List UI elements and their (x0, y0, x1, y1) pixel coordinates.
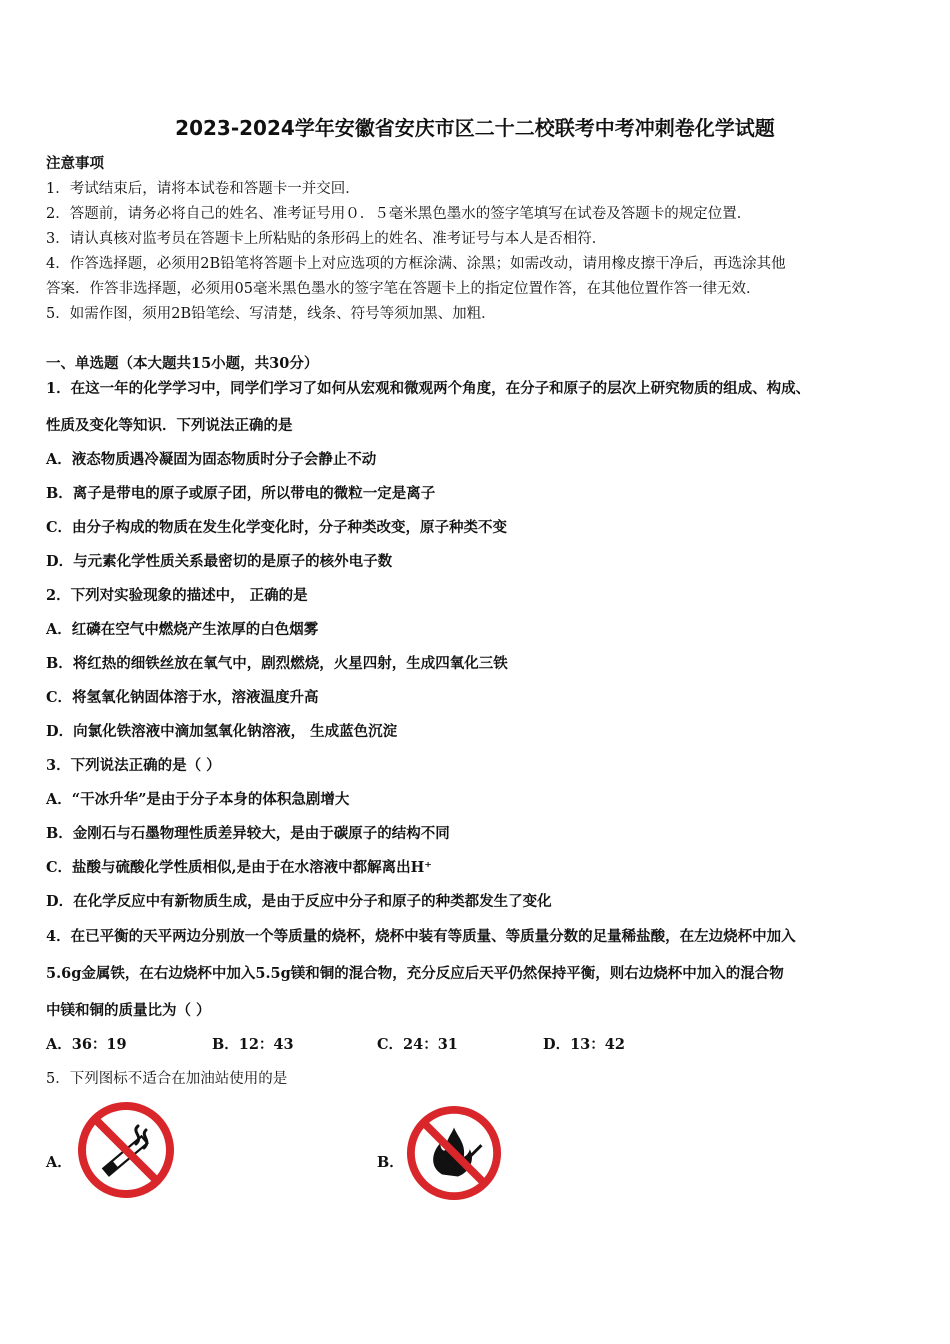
page-title: 2023-2024学年安徽省安庆市区二十二校联考中考冲刺卷化学试题 (175, 116, 775, 140)
q4-stem: 5.6g金属铁，在右边烧杯中加入5.5g镁和铜的混合物，充分反应后天平仍然保持平衡，则右边烧杯中加入的混合物 (46, 965, 784, 982)
notice-item: 5．如需作图，须用2B铅笔绘、写清楚，线条、符号等须加黑、加粗． (46, 306, 496, 322)
q3-stem: 3．下列说法正确的是（ ） (46, 757, 221, 774)
notice-item: 答案．作答非选择题，必须用05毫米黑色墨水的签字笔在答题卡上的指定位置作答，在其他位置作答一律无效． (46, 281, 761, 297)
q2-option-c: C．将氢氧化钠固体溶于水，溶液温度升高 (46, 689, 319, 706)
q1-option-b: B．离子是带电的原子或原子团，所以带电的微粒一定是离子 (46, 485, 436, 502)
q4-stem: 4．在已平衡的天平两边分别放一个等质量的烧杯，烧杯中装有等质量、等质量分数的足量稀盐酸，在左边烧杯中加入 (46, 928, 796, 945)
q5-stem: 5．下列图标不适合在加油站使用的是 (46, 1071, 288, 1087)
q3-option-a: A．“干冰升华”是由于分子本身的体积急剧增大 (46, 791, 350, 808)
q2-option-a: A．红磷在空气中燃烧产生浓厚的白色烟雾 (46, 621, 319, 638)
q1-option-d: D．与元素化学性质关系最密切的是原子的核外电子数 (46, 553, 393, 570)
notice-item: 3．请认真核对监考员在答题卡上所粘贴的条形码上的姓名、准考证号与本人是否相符． (46, 231, 607, 247)
q2-stem: 2．下列对实验现象的描述中， 正确的是 (46, 587, 308, 604)
q1-option-a: A．液态物质遇冷凝固为固态物质时分子会静止不动 (46, 451, 377, 468)
q2-option-d: D．向氯化铁溶液中滴加氢氧化钠溶液， 生成蓝色沉淀 (46, 723, 398, 740)
no-smoking-icon (76, 1100, 176, 1200)
q4-option-d: D．13：42 (543, 1036, 625, 1053)
notice-heading: 注意事项 (46, 155, 104, 172)
q1-stem: 1．在这一年的化学学习中，同学们学习了如何从宏观和微观两个角度，在分子和原子的层次上研究物质的组成、构成、 (46, 380, 811, 397)
q3-option-c: C．盐酸与硫酸化学性质相似,是由于在水溶液中都解离出H⁺ (46, 859, 432, 876)
q3-option-b: B．金刚石与石墨物理性质差异较大，是由于碳原子的结构不同 (46, 825, 450, 842)
q2-option-b: B．将红热的细铁丝放在氧气中，剧烈燃烧，火星四射，生成四氧化三铁 (46, 655, 508, 672)
q4-option-a: A．36：19 (46, 1036, 127, 1053)
q1-stem: 性质及变化等知识．下列说法正确的是 (46, 417, 293, 434)
q4-option-b: B．12：43 (212, 1036, 294, 1053)
q1-option-c: C．由分子构成的物质在发生化学变化时，分子种类改变，原子种类不变 (46, 519, 508, 536)
q5-option-b-label: B． (377, 1154, 404, 1171)
q3-option-d: D．在化学反应中有新物质生成，是由于反应中分子和原子的种类都发生了变化 (46, 893, 552, 910)
no-open-flame-icon (405, 1104, 503, 1202)
notice-item: 2．答题前，请务必将自己的姓名、准考证号用０．５毫米黑色墨水的签字笔填写在试卷及答题卡的规定位置． (46, 206, 752, 222)
notice-item: 1．考试结束后，请将本试卷和答题卡一并交回． (46, 181, 360, 197)
notice-item: 4．作答选择题，必须用2B铅笔将答题卡上对应选项的方框涂满、涂黑；如需改动，请用橡皮擦干净后，再选涂其他 (46, 256, 786, 272)
section-heading: 一、单选题（本大题共15小题，共30分） (46, 355, 319, 372)
q4-stem: 中镁和铜的质量比为（ ） (46, 1002, 211, 1019)
q4-option-c: C．24：31 (377, 1036, 458, 1053)
q5-option-a-label: A． (46, 1154, 72, 1171)
